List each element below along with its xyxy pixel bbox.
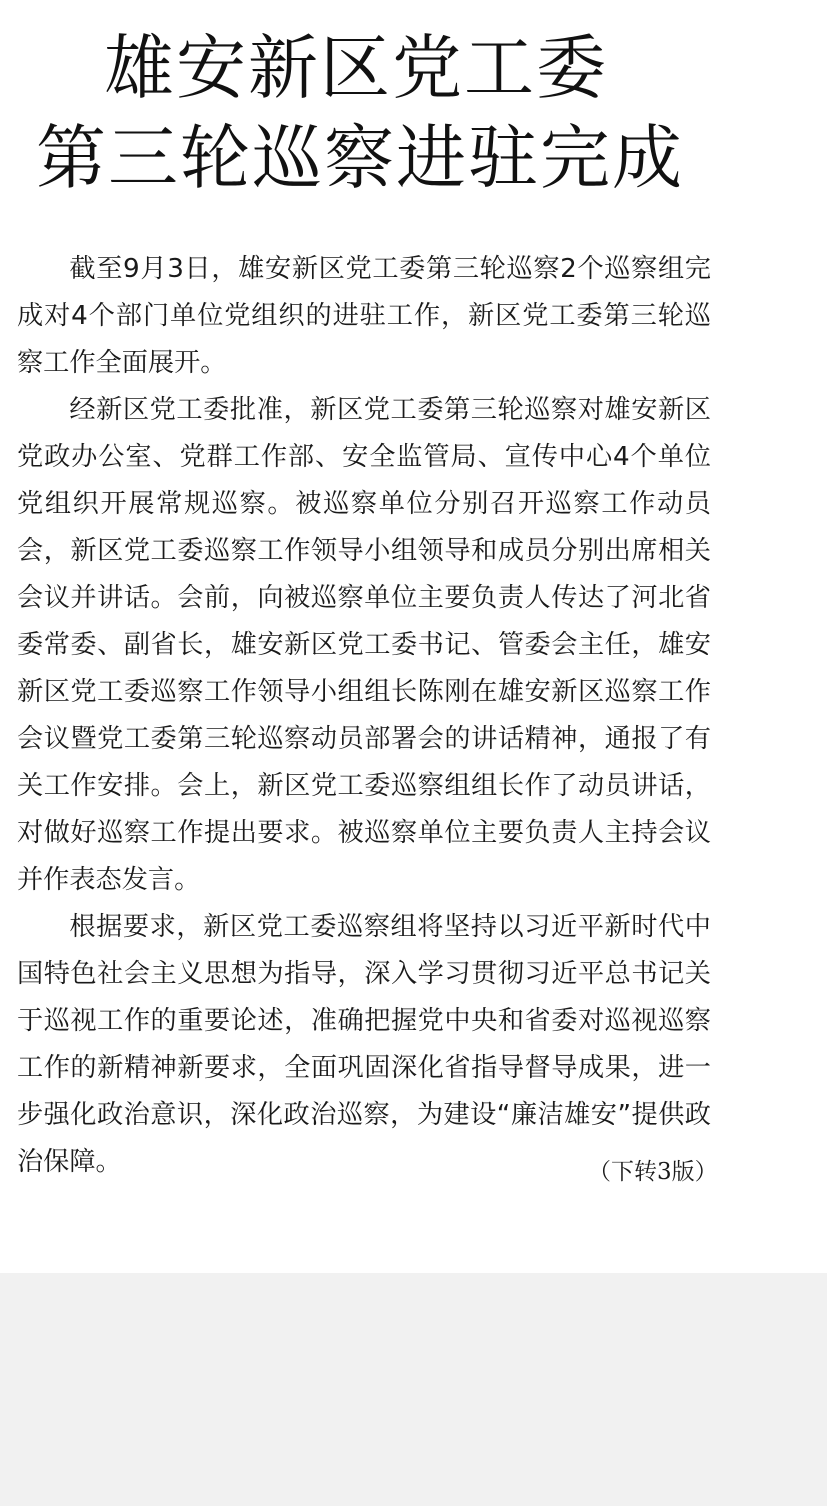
headline-line-1: 雄安新区党工委	[104, 27, 608, 109]
paragraph-3: 根据要求，新区党工委巡察组将坚持以习近平新时代中国特色社会主义思想为指导，深入学习贯彻习近平总书记关于巡视工作的重要论述，准确把握党中央和省委对巡视巡察工作的新精神新要求，全面巩固深化省指导督导成果，进一步强化政治意识，深化政治巡察，为建设“廉洁雄安”提供政治保障。	[17, 912, 711, 1177]
continued-note: （下转3版）	[588, 1159, 718, 1185]
paragraph-1: 截至9月3日，雄安新区党工委第三轮巡察2个巡察组完成对4个部门单位党组织的进驻工作，新区党工委第三轮巡察工作全面展开。	[17, 254, 711, 378]
paragraph-2: 经新区党工委批准，新区党工委第三轮巡察对雄安新区党政办公室、党群工作部、安全监管局、宣传中心4个单位党组织开展常规巡察。被巡察单位分别召开巡察工作动员会，新区党工委巡察工作领导小组领导和成员分别出席相关会议并讲话。会前，向被巡察单位主要负责人传达了河北省委常委、副省长，雄安新区党工委书记、管委会主任，雄安新区党工委巡察工作领导小组组长陈刚在雄安新区巡察工作会议暨党工委第三轮巡察动员部署会的讲话精神，通报了有关工作安排。会上，新区党工委巡察组组长作了动员讲话，对做好巡察工作提出要求。被巡察单位主要负责人主持会议并作表态发言。	[17, 395, 711, 895]
article-body	[17, 246, 711, 1186]
headline-line-2: 第三轮巡察进驻完成	[36, 117, 684, 199]
